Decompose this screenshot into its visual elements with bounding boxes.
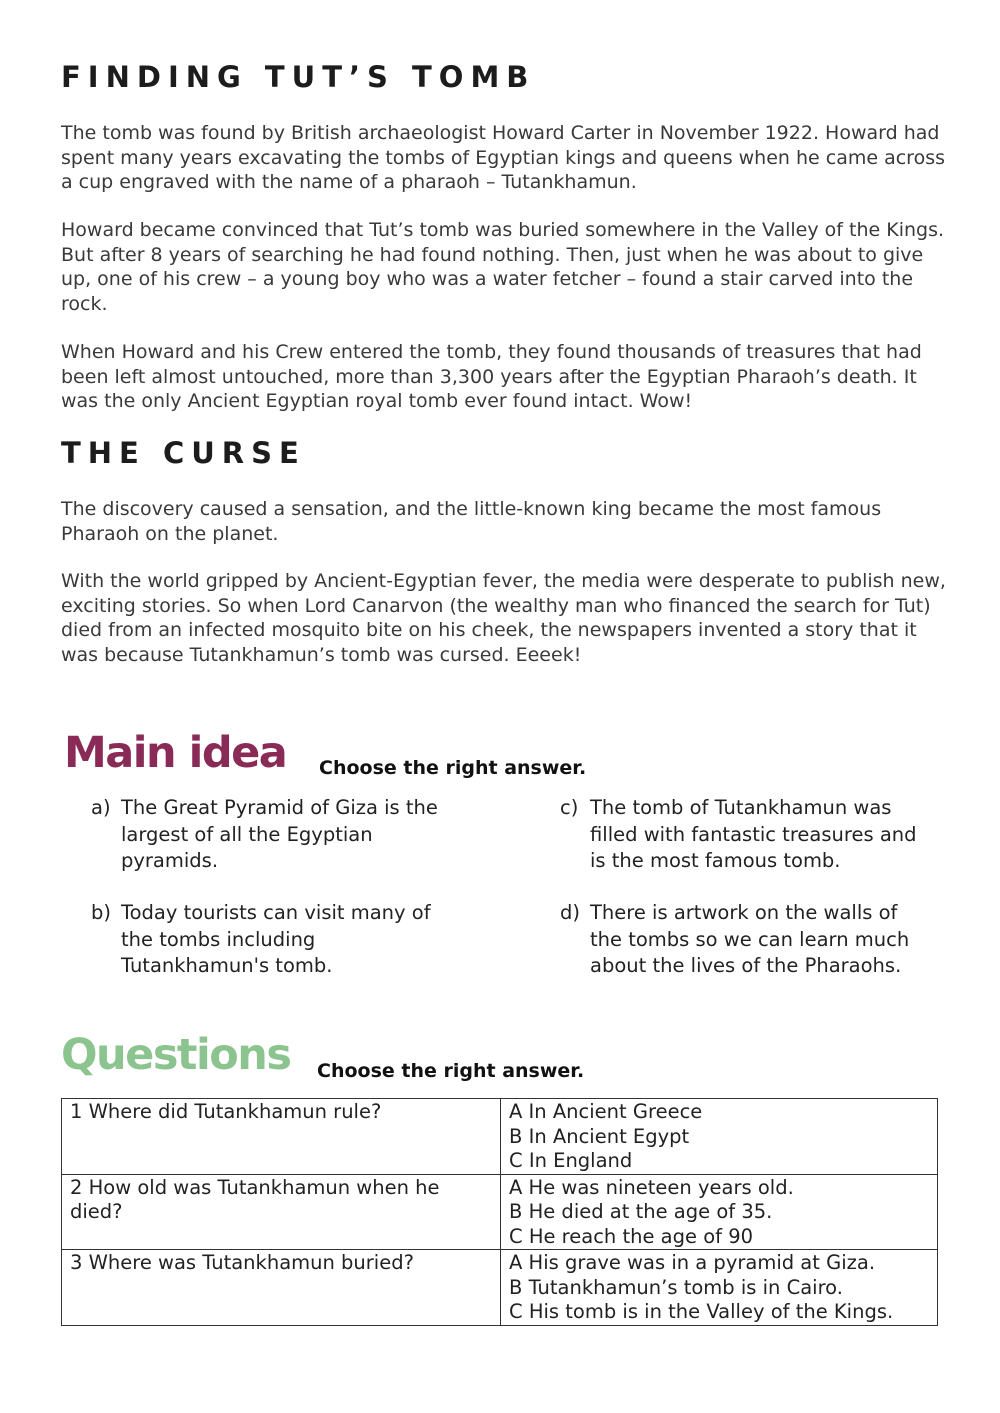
- paragraph: The tomb was found by British archaeologist Howard Carter in November 1922. Howard had spent many years excavating the tombs of Egyptian kings and queens when he came across a cup engraved with the name of a pharaoh – Tutankhamun.: [61, 122, 946, 194]
- answers-cell: [501, 1099, 938, 1175]
- option-text: The Great Pyramid of Giza is the largest of all the Egyptian pyramids.: [121, 796, 438, 872]
- answer-option[interactable]: A His grave was in a pyramid at Giza.: [509, 1251, 876, 1274]
- option-text: There is artwork on the walls of the tombs so we can learn much about the lives of the Pharaohs.: [590, 901, 910, 977]
- main-idea-option-b[interactable]: [91, 900, 451, 980]
- paragraph: When Howard and his Crew entered the tomb, they found thousands of treasures that had been left almost untouched, more than 3,300 years after the Egyptian Pharaoh’s death. It was the only Ancient Egyptian royal tomb ever found intact. Wow!: [61, 341, 922, 413]
- main-idea-title: Main idea: [64, 728, 287, 778]
- answer-option[interactable]: C In England: [509, 1149, 633, 1172]
- answers-cell: [501, 1174, 938, 1250]
- main-idea-option-a[interactable]: [91, 795, 451, 875]
- table-row: [62, 1174, 938, 1250]
- question-cell: 2 How old was Tutankhamun when he died?: [62, 1174, 501, 1250]
- answer-option[interactable]: B In Ancient Egypt: [509, 1124, 690, 1148]
- option-text: The tomb of Tutankhamun was filled with fantastic treasures and is the most famous tomb.: [590, 796, 917, 872]
- paragraph: With the world gripped by Ancient-Egyptian fever, the media were desperate to publish new, exciting stories. So when Lord Canarvon (the wealthy man who financed the search for Tut) died from an infected mosquito bite on his cheek, the newspapers invented a story that it was because Tutankhamun’s tomb was cursed. Eeeek!: [61, 570, 946, 667]
- answer-option[interactable]: B He died at the age of 35.: [509, 1200, 773, 1223]
- section-heading-finding-tomb: FINDING TUT’S TOMB: [61, 60, 536, 94]
- questions-table: [61, 1098, 938, 1326]
- paragraph: Howard became convinced that Tut’s tomb was buried somewhere in the Valley of the Kings. But after 8 years of searching he had found nothing. Then, just when he was about to give up, one of his crew – a young boy who was a water fetcher – found a stair carved into the rock.: [61, 219, 945, 316]
- option-text: Today tourists can visit many of the tombs including Tutankhamun's tomb.: [121, 901, 431, 977]
- question-cell: 1 Where did Tutankhamun rule?: [62, 1099, 501, 1175]
- paragraph: The discovery caused a sensation, and the little-known king became the most famous Pharaoh on the planet.: [61, 498, 882, 545]
- question-cell: 3 Where was Tutankhamun buried?: [62, 1250, 501, 1326]
- option-letter: d): [560, 901, 580, 924]
- option-letter: a): [91, 796, 111, 819]
- main-idea-instruction: Choose the right answer.: [319, 757, 587, 779]
- main-idea-option-c[interactable]: [560, 795, 920, 875]
- option-letter: b): [91, 901, 111, 924]
- questions-title: Questions: [61, 1030, 291, 1080]
- answer-option[interactable]: C He reach the age of 90: [509, 1224, 754, 1248]
- table-row: [62, 1099, 938, 1175]
- answers-cell: [501, 1250, 938, 1326]
- answer-option[interactable]: A He was nineteen years old.: [509, 1175, 794, 1199]
- section-heading-curse: THE CURSE: [61, 436, 306, 470]
- option-letter: c): [560, 796, 579, 819]
- answer-option[interactable]: B Tutankhamun’s tomb is in Cairo.: [509, 1275, 843, 1299]
- questions-instruction: Choose the right answer.: [317, 1060, 585, 1082]
- table-row: [62, 1250, 938, 1326]
- main-idea-option-d[interactable]: [560, 900, 920, 980]
- answer-option[interactable]: A In Ancient Greece: [509, 1100, 703, 1123]
- answer-option[interactable]: C His tomb is in the Valley of the Kings.: [509, 1300, 894, 1323]
